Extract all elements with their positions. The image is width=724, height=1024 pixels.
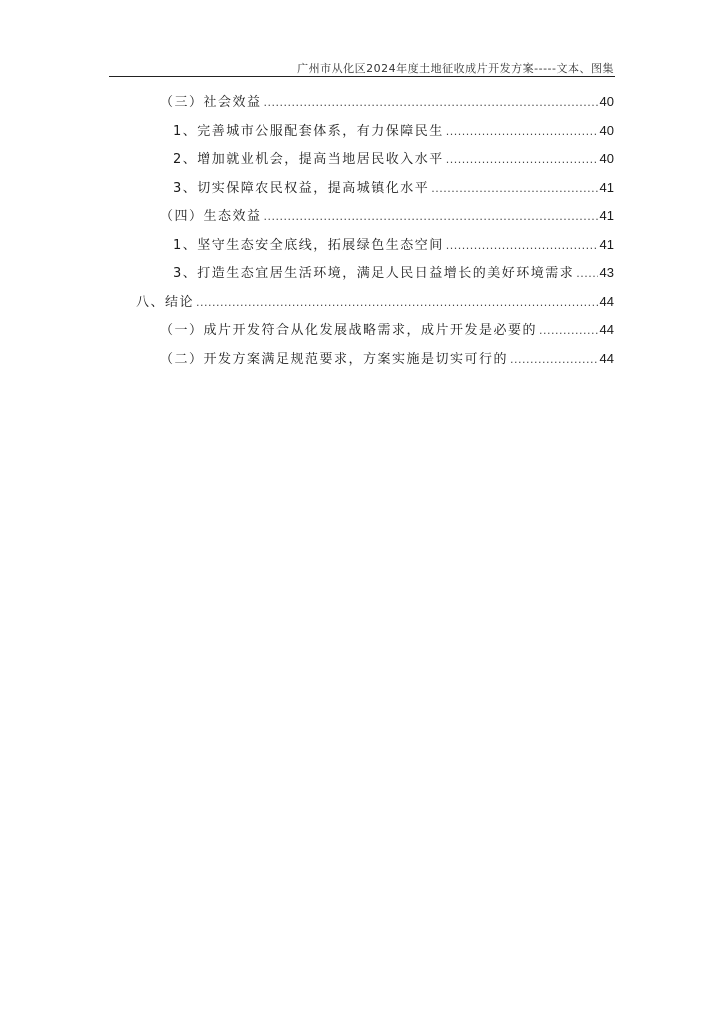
toc-dot-leader xyxy=(446,122,598,142)
toc-dot-leader xyxy=(446,150,598,170)
toc-dot-leader xyxy=(510,350,598,370)
toc-entry[interactable] xyxy=(160,320,614,340)
toc-entry[interactable] xyxy=(160,206,614,226)
toc-entry-title: 2、增加就业机会，提高当地居民收入水平 xyxy=(173,152,444,167)
toc-entry[interactable] xyxy=(160,92,614,112)
toc-entry-title: （三）社会效益 xyxy=(160,95,262,110)
toc-entry-page: 40 xyxy=(599,123,614,138)
toc-dot-leader xyxy=(539,321,598,341)
toc-entry-title: 3、打造生态宜居生活环境，满足人民日益增长的美好环境需求 xyxy=(173,266,575,281)
toc-entry-page: 44 xyxy=(599,294,614,309)
toc-entry[interactable] xyxy=(160,349,614,369)
toc-entry[interactable] xyxy=(173,235,614,255)
toc-entry-title: 3、切实保障农民权益，提高城镇化水平 xyxy=(173,181,430,196)
toc-entry-page: 41 xyxy=(599,180,614,195)
toc-dot-leader xyxy=(431,179,597,199)
toc-entry-page: 40 xyxy=(599,94,614,109)
toc-entry-page: 41 xyxy=(599,237,614,252)
toc-entry[interactable] xyxy=(173,178,614,198)
toc-entry-page: 41 xyxy=(599,208,614,223)
toc-entry[interactable] xyxy=(173,121,614,141)
toc-entry-page: 40 xyxy=(599,151,614,166)
toc-dot-leader xyxy=(446,236,598,256)
running-header: 广州市从化区2024年度土地征收成片开发方案-----文本、图集 xyxy=(297,62,614,75)
toc-entry-title: 1、完善城市公服配套体系，有力保障民生 xyxy=(173,124,444,139)
toc-entry-page: 44 xyxy=(599,351,614,366)
toc-dot-leader xyxy=(264,93,598,113)
header-rule xyxy=(109,76,615,77)
toc-entry-title: （二）开发方案满足规范要求，方案实施是切实可行的 xyxy=(160,352,509,367)
toc-entry-title: （一）成片开发符合从化发展战略需求，成片开发是必要的 xyxy=(160,323,538,338)
toc-entry-title: （四）生态效益 xyxy=(160,209,262,224)
toc-entry-title: 1、坚守生态安全底线，拓展绿色生态空间 xyxy=(173,238,444,253)
toc-entry-title: 八、结论 xyxy=(136,295,195,310)
toc-dot-leader xyxy=(264,207,598,227)
toc-entry[interactable] xyxy=(136,292,614,312)
toc-entry-page: 43 xyxy=(599,265,614,280)
toc-entry-page: 44 xyxy=(599,322,614,337)
toc-dot-leader xyxy=(576,264,597,284)
toc-dot-leader xyxy=(196,293,598,313)
toc-entry[interactable] xyxy=(173,263,614,283)
toc-entry[interactable] xyxy=(173,149,614,169)
